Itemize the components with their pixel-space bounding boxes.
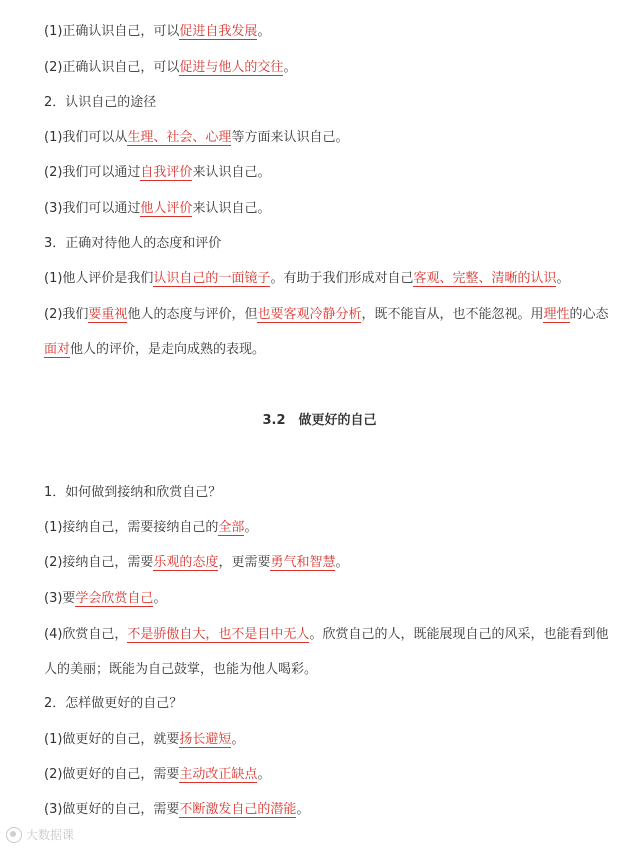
item-text: (2)接纳自己，需要 — [44, 555, 154, 570]
item-text: 来认识自己。 — [192, 201, 271, 216]
highlight-text: 理性 — [543, 307, 570, 322]
item-text: 。 — [296, 802, 310, 817]
item-text: 等方面来认识自己。 — [231, 130, 349, 145]
subheading: 2．认识自己的途径 — [44, 95, 157, 110]
highlight-text: 要重视 — [88, 307, 128, 322]
highlight-text: 不是骄傲自大，也不是目中无人 — [127, 627, 310, 642]
highlight-text: 也要客观冷静分析 — [257, 307, 362, 322]
item-text: 来认识自己。 — [192, 165, 271, 180]
list-item — [20, 200, 621, 218]
item-text: (3)要 — [44, 591, 76, 606]
highlight-text: 促进自我发展 — [179, 24, 258, 39]
item-text: 。有助于我们形成对自己 — [270, 271, 414, 286]
item-text: 他人的态度与评价，但 — [127, 307, 258, 322]
highlight-text: 勇气和智慧 — [270, 555, 336, 570]
list-item — [20, 297, 621, 367]
list-item — [20, 801, 621, 819]
subheading: 1．如何做到接纳和欣赏自己？ — [44, 485, 222, 500]
item-text: (2)正确认识自己，可以 — [44, 60, 180, 75]
highlight-text: 认识自己的一面镜子 — [153, 271, 271, 286]
item-text: 。 — [153, 591, 167, 606]
item-text: (1)我们可以从 — [44, 130, 128, 145]
list-item — [20, 519, 621, 537]
watermark-text: 大数据课 — [26, 828, 75, 842]
item-text: (1)正确认识自己，可以 — [44, 24, 180, 39]
highlight-text: 主动改正缺点 — [179, 767, 258, 782]
list-item — [20, 23, 621, 41]
highlight-text: 不断激发自己的潜能 — [179, 802, 297, 817]
item-text: 。 — [257, 24, 271, 39]
subheading: 3．正确对待他人的态度和评价 — [44, 236, 222, 251]
list-item — [20, 766, 621, 784]
highlight-text: 自我评价 — [140, 165, 193, 180]
item-text: 。 — [257, 767, 271, 782]
highlight-text: 全部 — [218, 520, 245, 535]
subheading: 2．怎样做更好的自己？ — [44, 696, 183, 711]
highlight-text: 促进与他人的交往 — [179, 60, 284, 75]
highlight-text: 面对 — [44, 342, 71, 357]
item-text: 他人的评价，是走向成熟的表现。 — [70, 342, 266, 357]
item-text: ，既不能盲从，也不能忽视。用 — [361, 307, 544, 322]
item-text: (3)做更好的自己，需要 — [44, 802, 180, 817]
list-item — [20, 59, 621, 77]
highlight-text: 扬长避短 — [179, 732, 232, 747]
highlight-text: 客观、完整、清晰的认识 — [413, 271, 557, 286]
list-item — [20, 164, 621, 182]
list-item — [20, 617, 621, 687]
list-item — [20, 270, 621, 288]
item-text: (2)我们可以通过 — [44, 165, 141, 180]
watermark — [6, 826, 74, 843]
list-item — [20, 554, 621, 572]
highlight-text: 生理、社会、心理 — [127, 130, 232, 145]
item-text: (1)他人评价是我们 — [44, 271, 154, 286]
item-text: 的心态 — [569, 307, 609, 322]
highlight-text: 乐观的态度 — [153, 555, 219, 570]
item-text: 。欣赏自己的人，既能展现自己的风采，也能看到他人的美丽；既能为自己鼓掌，也能为他人喝彩。 — [44, 627, 609, 677]
highlight-text: 学会欣赏自己 — [75, 591, 154, 606]
item-text: (2)我们 — [44, 307, 89, 322]
item-text: 。 — [231, 732, 245, 747]
list-item — [20, 590, 621, 608]
item-text: (1)做更好的自己，就要 — [44, 732, 180, 747]
watermark-logo-icon — [6, 827, 22, 843]
list-item — [20, 731, 621, 749]
item-text: 。 — [283, 60, 297, 75]
item-text: (3)我们可以通过 — [44, 201, 141, 216]
item-text: 。 — [244, 520, 258, 535]
section-heading: 3.2 做更好的自己 — [262, 413, 377, 428]
highlight-text: 他人评价 — [140, 201, 193, 216]
item-text: ，更需要 — [218, 555, 271, 570]
item-text: (1)接纳自己，需要接纳自己的 — [44, 520, 219, 535]
list-item — [20, 129, 621, 147]
item-text: (4)欣赏自己， — [44, 627, 128, 642]
item-text: 。 — [335, 555, 349, 570]
item-text: (2)做更好的自己，需要 — [44, 767, 180, 782]
item-text: 。 — [556, 271, 570, 286]
